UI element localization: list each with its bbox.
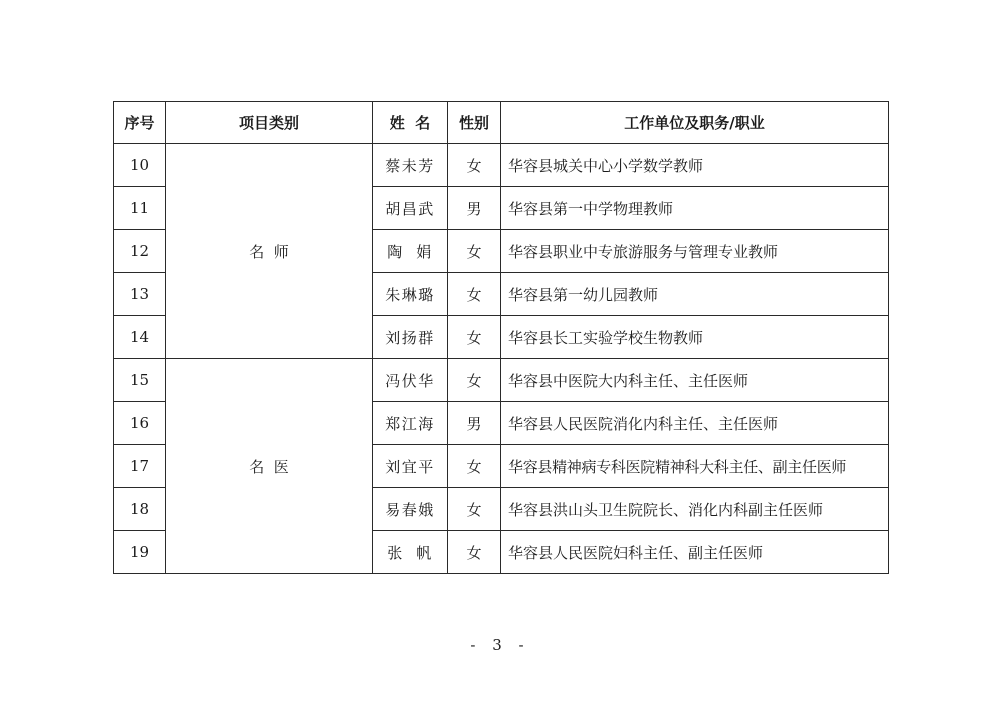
table-row <box>114 359 889 402</box>
row-gender: 女 <box>448 273 501 316</box>
row-workplace: 华容县长工实验学校生物教师 <box>501 316 889 359</box>
personnel-table <box>113 101 889 574</box>
row-workplace: 华容县城关中心小学数学教师 <box>501 144 889 187</box>
header-workplace: 工作单位及职务/职业 <box>501 102 889 144</box>
row-name: 朱琳璐 <box>373 273 448 316</box>
row-name: 张 帆 <box>373 531 448 574</box>
row-workplace: 华容县第一幼儿园教师 <box>501 273 889 316</box>
category-cell: 名 师 <box>166 144 373 359</box>
row-workplace: 华容县人民医院消化内科主任、主任医师 <box>501 402 889 445</box>
row-name: 郑江海 <box>373 402 448 445</box>
row-workplace: 华容县人民医院妇科主任、副主任医师 <box>501 531 889 574</box>
row-name: 冯伏华 <box>373 359 448 402</box>
row-index: 15 <box>114 359 166 402</box>
row-index: 18 <box>114 488 166 531</box>
row-gender: 女 <box>448 144 501 187</box>
row-index: 11 <box>114 187 166 230</box>
row-index: 13 <box>114 273 166 316</box>
row-name: 易春娥 <box>373 488 448 531</box>
row-index: 16 <box>114 402 166 445</box>
row-index: 10 <box>114 144 166 187</box>
row-gender: 男 <box>448 187 501 230</box>
header-category: 项目类别 <box>166 102 373 144</box>
row-workplace: 华容县职业中专旅游服务与管理专业教师 <box>501 230 889 273</box>
row-index: 19 <box>114 531 166 574</box>
header-index: 序号 <box>114 102 166 144</box>
row-name: 刘宜平 <box>373 445 448 488</box>
page-number: - 3 - <box>470 636 530 654</box>
row-index: 14 <box>114 316 166 359</box>
row-name: 蔡未芳 <box>373 144 448 187</box>
row-gender: 女 <box>448 230 501 273</box>
row-workplace: 华容县洪山头卫生院院长、消化内科副主任医师 <box>501 488 889 531</box>
row-gender: 女 <box>448 359 501 402</box>
category-cell: 名 医 <box>166 359 373 574</box>
row-gender: 女 <box>448 316 501 359</box>
row-name: 胡昌武 <box>373 187 448 230</box>
header-name: 姓 名 <box>373 102 448 144</box>
row-index: 12 <box>114 230 166 273</box>
table-header-row <box>114 102 889 144</box>
row-workplace: 华容县精神病专科医院精神科大科主任、副主任医师 <box>501 445 889 488</box>
header-gender: 性别 <box>448 102 501 144</box>
row-index: 17 <box>114 445 166 488</box>
row-gender: 女 <box>448 445 501 488</box>
row-name: 刘扬群 <box>373 316 448 359</box>
row-gender: 男 <box>448 402 501 445</box>
row-workplace: 华容县中医院大内科主任、主任医师 <box>501 359 889 402</box>
row-gender: 女 <box>448 531 501 574</box>
table-row <box>114 144 889 187</box>
row-workplace: 华容县第一中学物理教师 <box>501 187 889 230</box>
row-gender: 女 <box>448 488 501 531</box>
row-name: 陶 娟 <box>373 230 448 273</box>
